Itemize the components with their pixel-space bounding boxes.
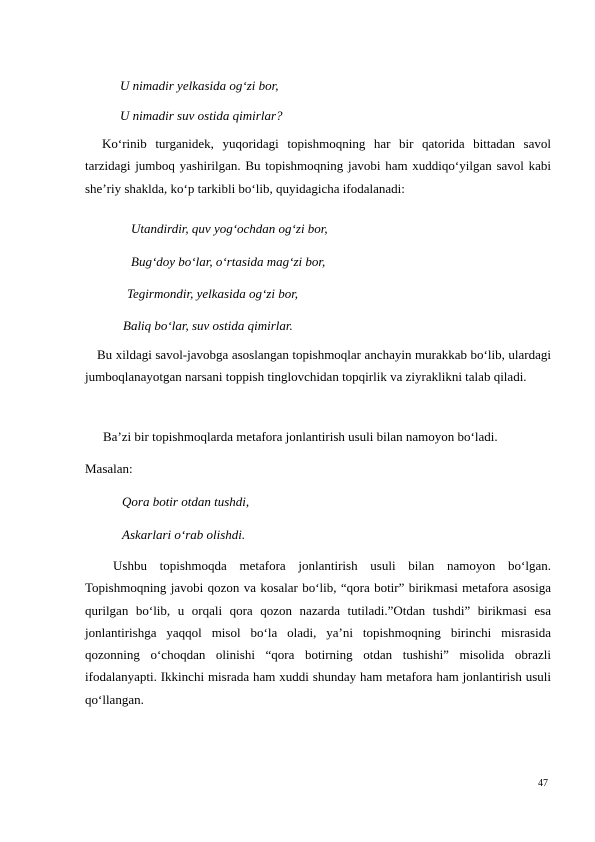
riddle-line-1: U nimadir yelkasida og‘zi bor,	[120, 78, 279, 93]
answer-line-2: Bug‘doy bo‘lar, o‘rtasida mag‘zi bor,	[131, 254, 326, 269]
paragraph-1	[85, 133, 551, 200]
riddle-line-2: U nimadir suv ostida qimirlar?	[120, 108, 283, 123]
paragraph-2-text: Bu xildagi savol-javobga asoslangan topishmoqlar anchayin murakkab bo‘lib, ulardagi jumboqlanayotgan narsani toppish tinglovchidan topqirlik va ziyraklikni talab qiladi.	[85, 347, 551, 385]
answer-line-4: Baliq bo‘lar, suv ostida qimirlar.	[123, 318, 293, 333]
paragraph-4-text: Ushbu topishmoqda metafora jonlantirish usuli bilan namoyon bo‘lgan. Topishmoqning javobi qozon va kosalar bo‘lib, “qora botir” birikmasi metafora asosiga qurilgan bo‘lib, u orqali qora qozon nazarda tutiladi.”Otdan tushdi” birikmasi esa jonlantirishga yaqqol misol bo‘la oladi, ya’ni topishmoqning birinchi misrasida qozonning o‘choqdan olinishi “qora botirning otdan tushishi” misolida obrazli ifodalanyapti. Ikkinchi misrada ham xuddi shunday ham metafora ham jonlantirish usuli qo‘llangan.	[85, 558, 551, 707]
paragraph-2	[85, 344, 551, 389]
masalan-label: Masalan:	[85, 461, 133, 476]
paragraph-1-text: Ko‘rinib turganidek, yuqoridagi topishmoqning har bir qatorida bittadan savol tarzidagi jumboq yashirilgan. Bu topishmoqning javobi ham xuddiqo‘yilgan savol kabi she’riy shaklda, ko‘p tarkibli bo‘lib, quyidagicha ifodalanadi:	[85, 136, 551, 196]
paragraph-4	[85, 555, 551, 711]
example-line-2: Askarlari o‘rab olishdi.	[122, 527, 246, 542]
answer-line-1: Utandirdir, quv yog‘ochdan og‘zi bor,	[131, 221, 328, 236]
page-number: 47	[538, 778, 548, 789]
answer-line-3: Tegirmondir, yelkasida og‘zi bor,	[127, 286, 299, 301]
example-line-1: Qora botir otdan tushdi,	[122, 494, 250, 509]
paragraph-3: Ba’zi bir topishmoqlarda metafora jonlantirish usuli bilan namoyon bo‘ladi.	[103, 429, 498, 444]
